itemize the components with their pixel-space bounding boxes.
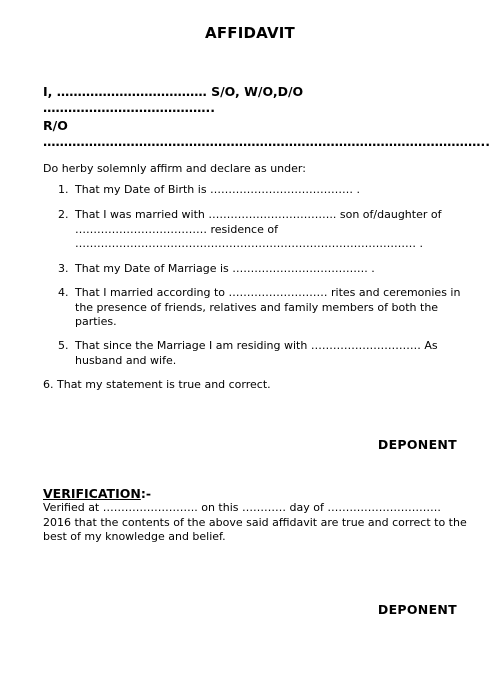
verification-heading-text: VERIFICATION xyxy=(43,486,141,501)
item-text-line: ……………………………… residence of xyxy=(75,222,278,236)
deponent-signature-label: DEPONENT xyxy=(377,437,457,452)
deponent-signature-label-verification: DEPONENT xyxy=(377,602,457,617)
verification-text xyxy=(43,501,467,545)
verification-heading-suffix: :- xyxy=(140,486,152,501)
residence-label: R/O xyxy=(43,118,68,133)
item-text-line: That I was married with …………………………….. son of/daughter of xyxy=(75,208,442,221)
verification-text-line: best of my knowledge and belief. xyxy=(43,530,226,543)
parent-name-line: ………………………………….. xyxy=(43,100,215,115)
item-text-line: parties. xyxy=(75,315,117,328)
item-text-line: ………………………………………………………………………………… . xyxy=(75,237,423,250)
item-text-line: That I married according to ……………………… rites and ceremonies in xyxy=(75,286,461,299)
item-text-line: the presence of friends, relatives and family members of both the xyxy=(75,300,439,314)
item-number: 4. xyxy=(58,286,69,299)
declarant-name-line: I, ……………………………… S/O, W/O,D/O xyxy=(43,84,304,99)
intro-statement: Do herby solemnly affirm and declare as under: xyxy=(43,162,306,175)
verification-text-line: Verified at …………………….. on this ………… day of …………………………. xyxy=(43,501,441,514)
residence-address-line: …………………………………………………………………………………………….. xyxy=(43,134,490,149)
item-text-line: That since the Marriage I am residing with ………………………… As xyxy=(75,339,438,352)
item-text-line: That my Date of Birth is ………………………………… . xyxy=(75,183,361,196)
item-text-line: That my Date of Marriage is ………………………………. . xyxy=(75,262,375,275)
verification-text-line: 2016 that the contents of the above said affidavit are true and correct to the xyxy=(43,515,467,529)
item-number: 5. xyxy=(58,339,69,352)
item-number: 2. xyxy=(58,208,69,221)
item-text-line: husband and wife. xyxy=(75,353,177,367)
item-number: 1. xyxy=(58,183,69,196)
declaration-item-6 xyxy=(43,378,271,391)
item-text-line: That my statement is true and correct. xyxy=(57,378,271,391)
item-number: 3. xyxy=(58,262,69,275)
verification-heading xyxy=(43,486,151,501)
document-title: AFFIDAVIT xyxy=(205,24,295,42)
item-number: 6. xyxy=(43,378,54,391)
